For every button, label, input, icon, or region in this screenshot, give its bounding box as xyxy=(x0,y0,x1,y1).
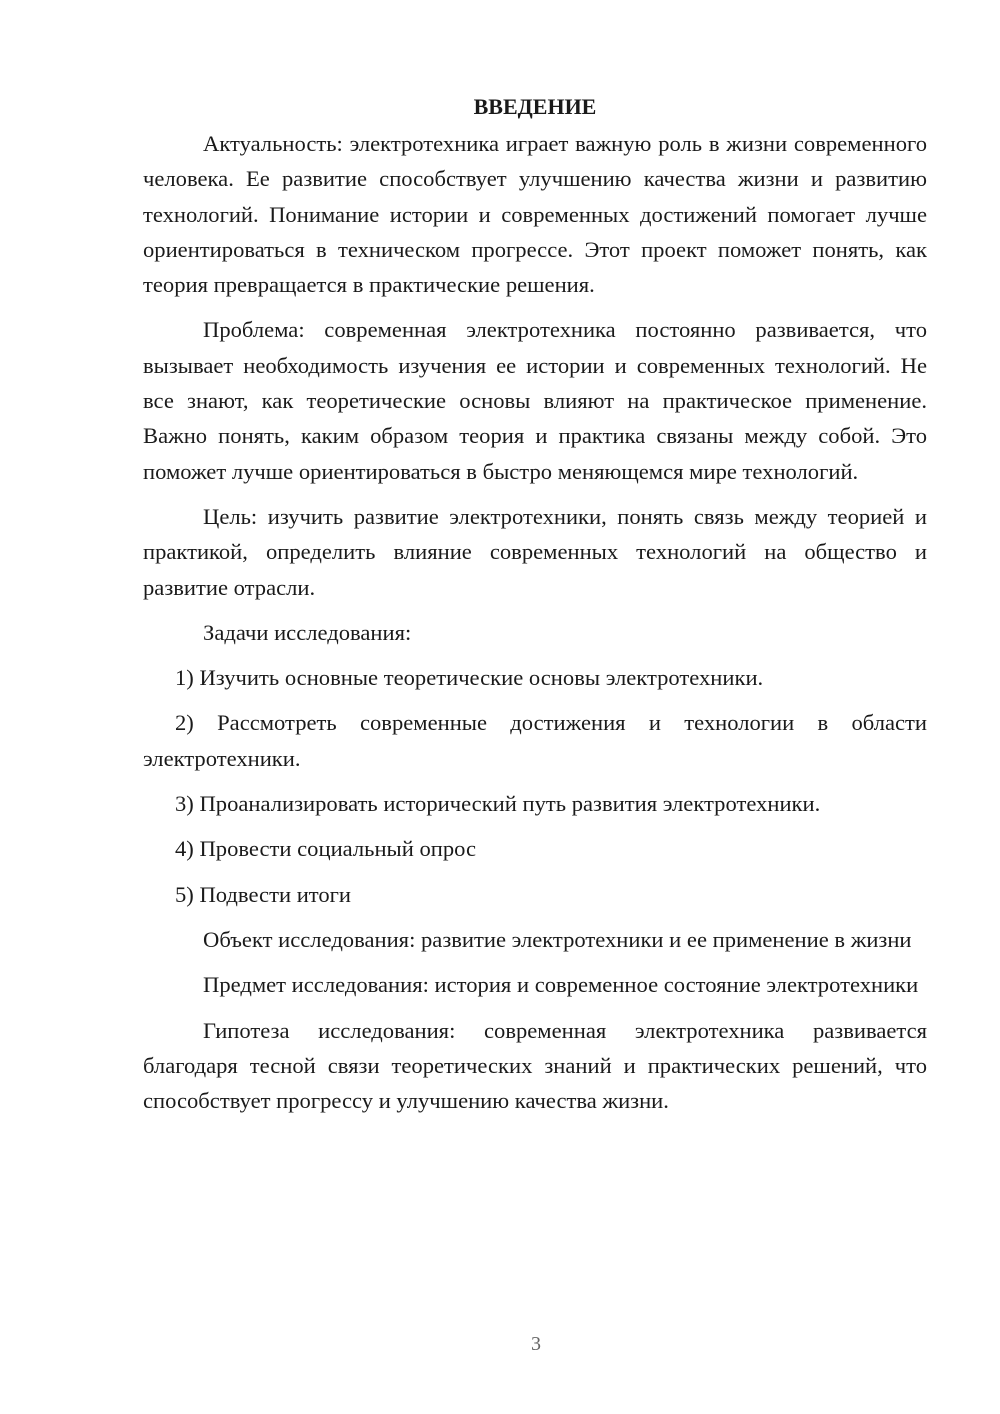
document-body xyxy=(143,90,927,1128)
task-item: 4) Провести социальный опрос xyxy=(175,836,477,862)
paragraph-tasks-heading: Задачи исследования: xyxy=(203,619,412,645)
task-item: 2) Рассмотреть современные достижения и технологии в области электротехники. xyxy=(143,710,927,771)
paragraph-problem: Проблема: современная электротехника постоянно развивается, что вызывает необходимость изучения ее истории и современных технологий. Не все знают, как теоретические основы влияют на практическое применение. Важно понять, каким образом теория и практика связаны между собой. Это поможет лучше ориентироваться в быстро меняющемся мире технологий. xyxy=(143,317,927,484)
paragraph-object: Объект исследования: развитие электротехники и ее применение в жизни xyxy=(203,926,912,952)
paragraph-relevance: Актуальность: электротехника играет важную роль в жизни современного человека. Ее развитие способствует улучшению качества жизни и развитию технологий. Понимание истории и современных достижений помогает лучше ориентироваться в техническом прогрессе. Этот проект поможет понять, как теория превращается в практические решения. xyxy=(143,131,927,298)
task-item: 5) Подвести итоги xyxy=(175,881,352,907)
section-title: ВВЕДЕНИЕ xyxy=(473,94,597,119)
task-item: 3) Проанализировать исторический путь развития электротехники. xyxy=(175,791,821,817)
paragraph-subject: Предмет исследования: история и современное состояние электротехники xyxy=(203,972,919,998)
paragraph-hypothesis: Гипотеза исследования: современная электротехника развивается благодаря тесной связи теоретических знаний и практических решений, что способствует прогрессу и улучшению качества жизни. xyxy=(143,1017,927,1114)
task-item: 1) Изучить основные теоретические основы электротехники. xyxy=(175,665,764,691)
page-number: 3 xyxy=(531,1333,541,1355)
paragraph-goal: Цель: изучить развитие электротехники, понять связь между теорией и практикой, определить влияние современных технологий на общество и развитие отрасли. xyxy=(143,503,927,600)
